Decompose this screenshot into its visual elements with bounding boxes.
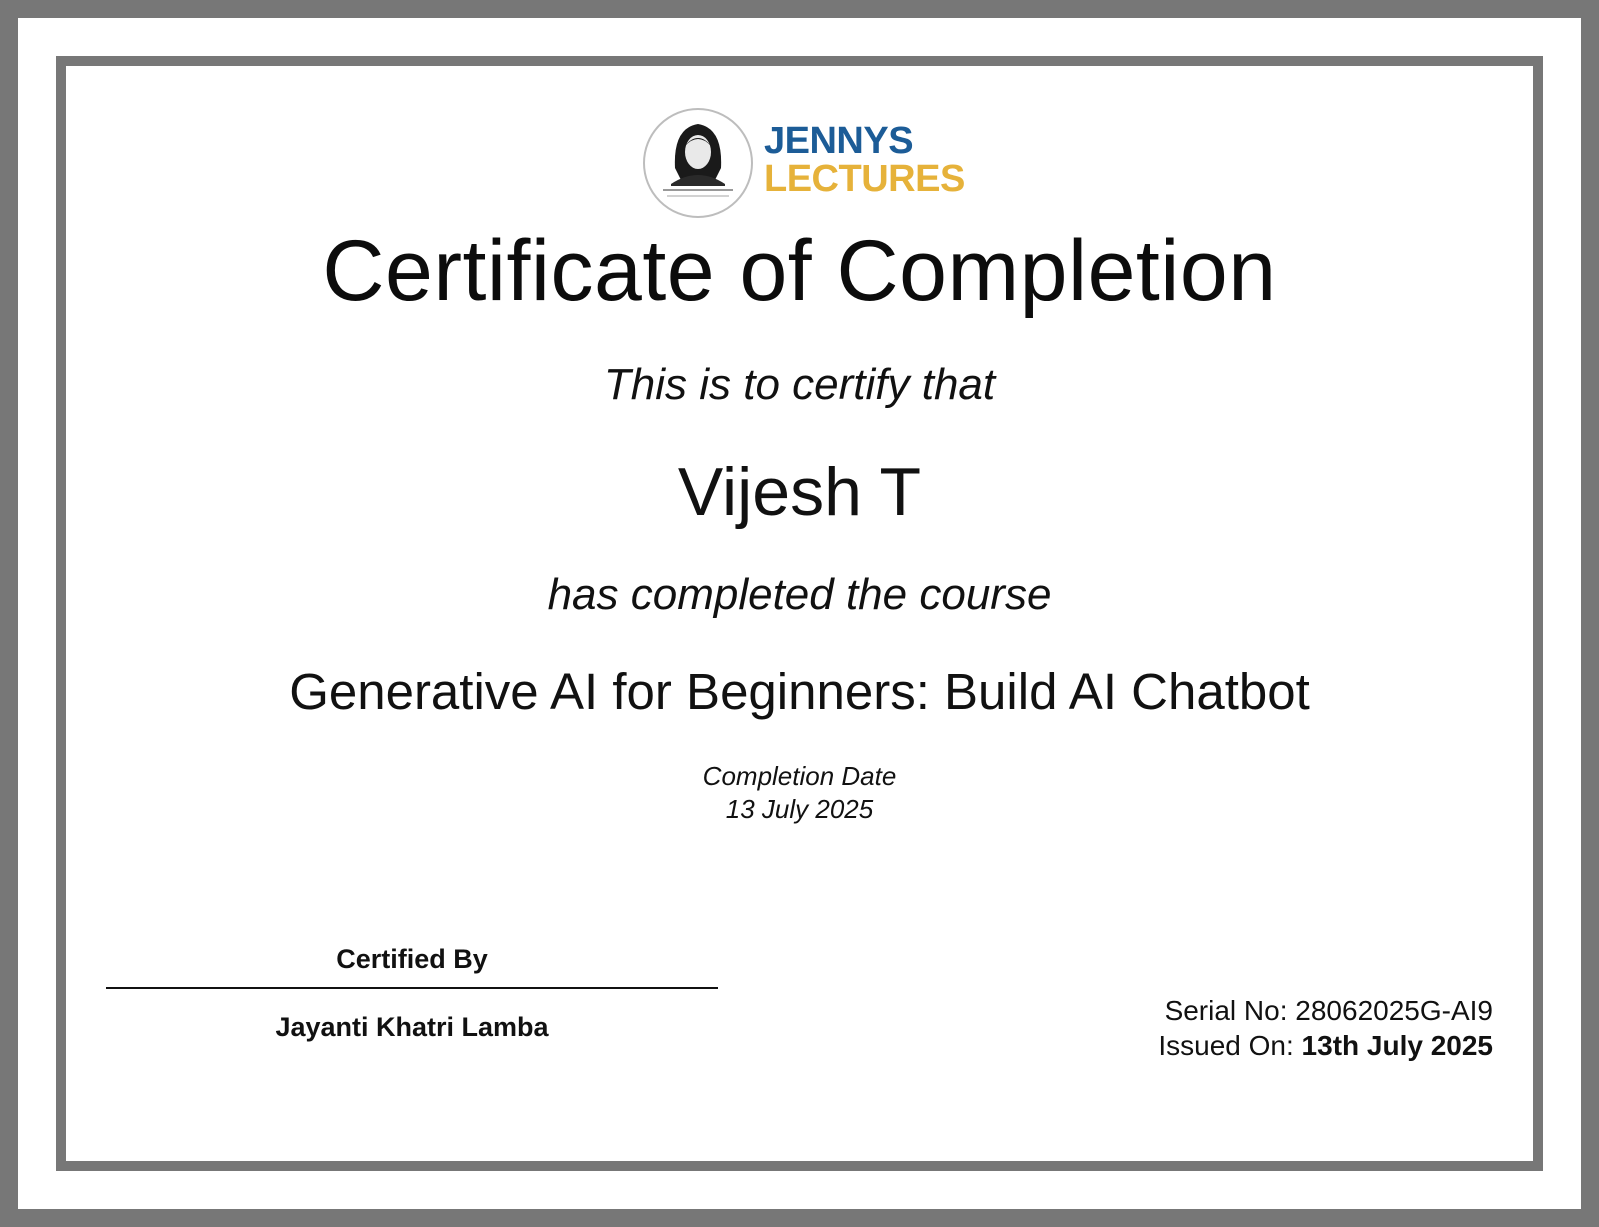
portrait-badge-icon: [643, 108, 753, 218]
serial-row: [1158, 993, 1493, 1028]
brand-line-2: LECTURES: [764, 158, 965, 200]
certificate-frame: [56, 56, 1543, 1171]
issued-date: 13th July 2025: [1301, 1030, 1493, 1061]
certificate-title: Certificate of Completion: [322, 223, 1277, 319]
serial-label: Serial No:: [1164, 995, 1288, 1026]
completion-date-label: Completion Date: [702, 761, 897, 791]
brand-logo: [643, 106, 983, 220]
certificate-meta: [1158, 993, 1493, 1063]
brand-wordmark: [764, 122, 965, 198]
completion-date: 13 July 2025: [725, 794, 874, 824]
completed-line: has completed the course: [547, 570, 1052, 619]
issued-label: Issued On:: [1158, 1030, 1294, 1061]
signer-name: Jayanti Khatri Lamba: [275, 1012, 549, 1042]
recipient-name: Vijesh T: [677, 454, 922, 530]
issued-row: [1158, 1028, 1493, 1063]
certify-line: This is to certify that: [603, 360, 996, 409]
serial-number: 28062025G-AI9: [1295, 995, 1493, 1026]
portrait-illustration: [645, 110, 751, 216]
certificate-sheet: [18, 18, 1581, 1209]
course-name: Generative AI for Beginners: Build AI Chatbot: [289, 663, 1310, 720]
signature-line: [106, 987, 718, 989]
certified-by-label: Certified By: [336, 944, 488, 974]
brand-line-1: JENNYS: [764, 120, 914, 162]
